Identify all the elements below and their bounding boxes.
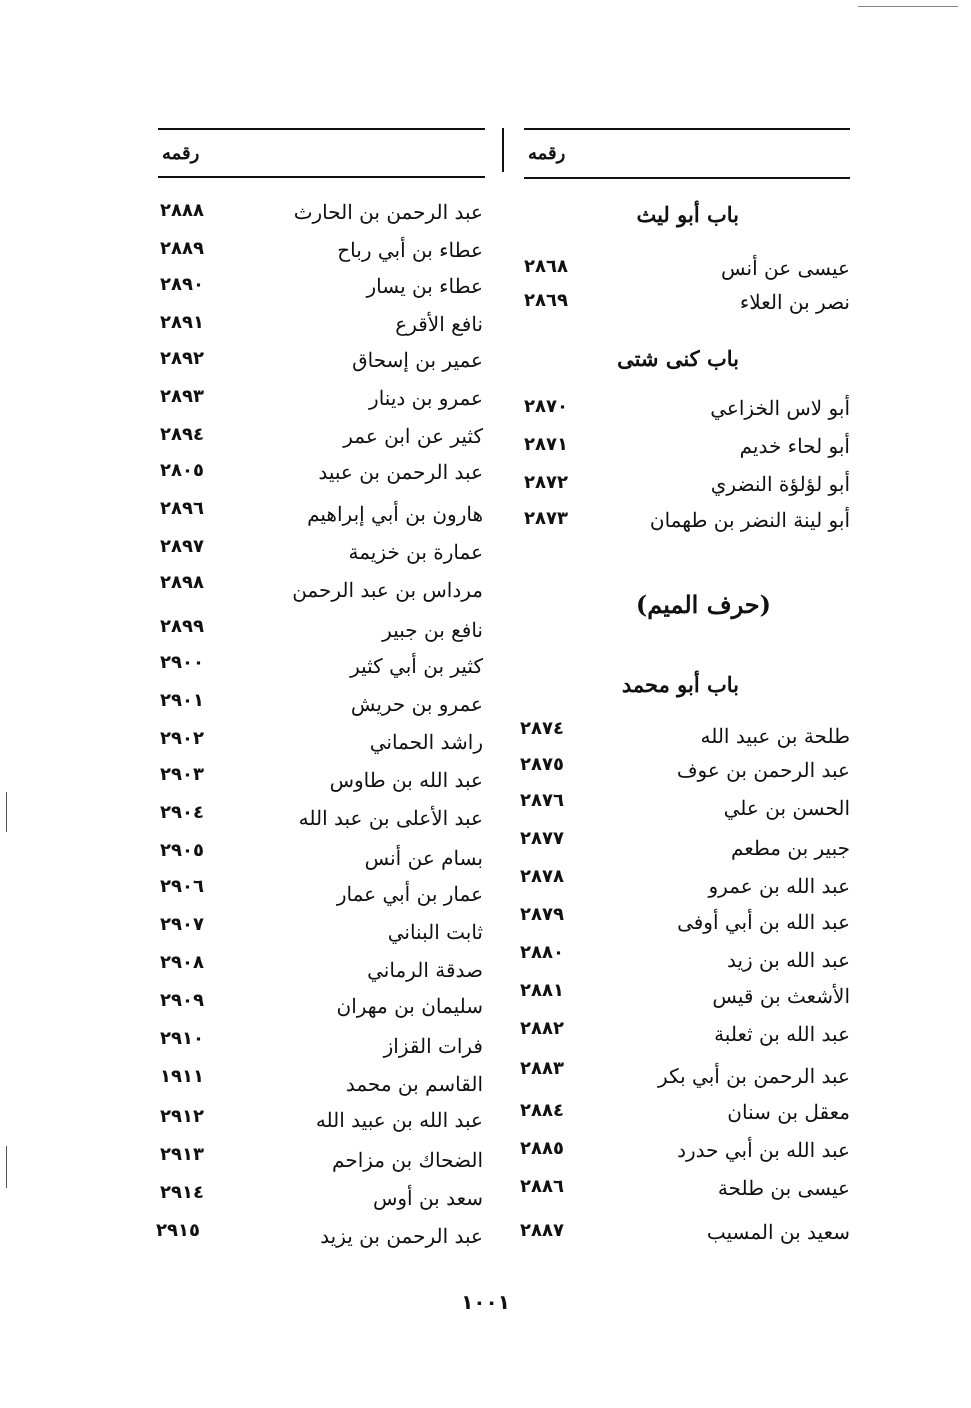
- index-entry: [520, 1058, 850, 1096]
- entry-number: ٢٨٨٣: [520, 1058, 564, 1079]
- entry-name: راشد الحماني: [369, 730, 483, 754]
- entry-number: ٢٨٨٤: [520, 1100, 564, 1121]
- entry-number: ٢٨٨٠: [520, 942, 564, 963]
- entry-number: ٢٨٧٤: [520, 718, 564, 739]
- entry-name: سعد بن أوس: [372, 1186, 483, 1210]
- entry-name: صدقة الرماني: [367, 958, 483, 982]
- entry-number: ٢٩١٢: [160, 1106, 204, 1127]
- entry-number: ٢٩٠٧: [160, 914, 204, 935]
- index-entry: [160, 690, 483, 728]
- entry-name: عمرو بن حريش: [350, 692, 483, 716]
- entry-name: سليمان بن مهران: [336, 994, 483, 1018]
- entry-name: ثابت البناني: [387, 920, 483, 944]
- entry-number: ٢٩٠١: [160, 690, 204, 711]
- index-entry: [160, 1028, 483, 1066]
- index-entry: [160, 498, 483, 536]
- entry-number: ٢٩١٠: [160, 1028, 204, 1049]
- entry-name: كثير بن أبي كثير: [350, 654, 483, 678]
- index-entry: [524, 396, 850, 434]
- entry-name: نافع الأقرع: [395, 312, 483, 336]
- index-entry: [160, 460, 483, 498]
- entry-number: ٢٨٨٢: [520, 1018, 564, 1039]
- entry-name: فرات القزاز: [383, 1034, 483, 1058]
- index-entry: [160, 312, 483, 350]
- letter-heading: (حرف الميم): [635, 590, 771, 619]
- entry-name: عبد الرحمن بن أبي بكر: [658, 1064, 850, 1088]
- entry-name: الضحاك بن مزاحم: [332, 1148, 483, 1172]
- left-column-top-rule: [158, 128, 485, 130]
- entry-number: ٢٨٧٦: [520, 790, 564, 811]
- entry-name: عبد الله بن زيد: [726, 948, 850, 972]
- index-entry: [160, 572, 483, 610]
- index-entry: [160, 914, 483, 952]
- entry-number: ٢٨٧٧: [520, 828, 564, 849]
- entry-name: جبير بن مطعم: [730, 836, 850, 860]
- entry-number: ٢٨٠٥: [160, 460, 204, 481]
- index-entry: [160, 386, 483, 424]
- index-entry: [524, 290, 850, 328]
- entry-name: القاسم بن محمد: [345, 1072, 483, 1096]
- index-entry: [520, 1176, 850, 1214]
- entry-name: مرداس بن عبد الرحمن: [292, 578, 483, 602]
- entry-name: كثير عن ابن عمر: [343, 424, 483, 448]
- entry-name: عمرو بن دينار: [369, 386, 483, 410]
- entry-name: عبد الرحمن بن الحارث: [293, 200, 483, 224]
- index-entry: [520, 1100, 850, 1138]
- index-entry: [520, 1138, 850, 1176]
- entry-name: طلحة بن عبيد الله: [700, 724, 850, 748]
- entry-number: ٢٨٩٨: [160, 572, 204, 593]
- index-entry: [520, 828, 850, 866]
- index-entry: [160, 1066, 483, 1104]
- index-entry: [160, 1144, 483, 1182]
- entry-number: ٢٨٧٢: [524, 472, 568, 493]
- index-entry: [160, 238, 483, 276]
- entry-number: ٢٨٧١: [524, 434, 568, 455]
- entry-number: ٢٨٩٠: [160, 274, 204, 295]
- entry-name: أبو لحاء خديم: [739, 434, 850, 458]
- entry-name: عمير بن إسحاق: [352, 348, 483, 372]
- entry-name: سعيد بن المسيب: [706, 1220, 850, 1244]
- entry-name: نافع بن جبير: [382, 618, 483, 642]
- entry-number: ٢٨٩٩: [160, 616, 204, 637]
- index-entry: [524, 256, 850, 294]
- entry-number: ٢٨٩٣: [160, 386, 204, 407]
- entry-name: عبد الله بن أبي أوفى: [677, 910, 850, 934]
- index-entry: [160, 876, 483, 914]
- entry-number: ٢٨٨٥: [520, 1138, 564, 1159]
- index-entry: [160, 990, 483, 1028]
- entry-number: ٢٩٠٨: [160, 952, 204, 973]
- index-entry: [524, 472, 850, 510]
- entry-name: عبد الرحمن بن يزيد: [320, 1224, 483, 1248]
- index-entry: [520, 904, 850, 942]
- index-entry: [160, 200, 483, 238]
- entry-name: عبد الأعلى بن عبد الله: [298, 806, 483, 830]
- index-entry: [160, 536, 483, 574]
- index-entry: [160, 764, 483, 802]
- entry-name: عبد الرحمن بن عوف: [676, 758, 850, 782]
- entry-number: ٢٨٩٧: [160, 536, 204, 557]
- entry-name: عبد الله بن أبي حدرد: [677, 1138, 850, 1162]
- entry-name: الحسن بن علي: [723, 796, 850, 820]
- entry-number: ٢٩٠٦: [160, 876, 204, 897]
- entry-name: عطاء بن يسار: [366, 274, 483, 298]
- index-entry: [520, 718, 850, 756]
- index-entry: [520, 1018, 850, 1056]
- index-entry: [160, 652, 483, 690]
- index-entry: [520, 1220, 850, 1258]
- margin-mark: [6, 1146, 7, 1188]
- entry-name: عمارة بن خزيمة: [348, 540, 483, 564]
- entry-number: ٢٨٩٤: [160, 424, 204, 445]
- left-column-title: رقمه: [162, 143, 200, 164]
- scan-edge-line: [858, 6, 958, 7]
- entry-name: عبد الرحمن بن عبيد: [318, 460, 483, 484]
- entry-number: ٢٨٩٢: [160, 348, 204, 369]
- entry-number: ٢٨٨١: [520, 980, 564, 1001]
- page-number: ١٠٠١: [461, 1290, 510, 1314]
- entry-number: ٢٩٠٢: [160, 728, 204, 749]
- entry-name: عيسى عن أنس: [721, 256, 850, 280]
- entry-number: ٢٩٠٥: [160, 840, 204, 861]
- entry-number: ٢٩٠٠: [160, 652, 204, 673]
- entry-number: ٢٨٨٩: [160, 238, 204, 259]
- entry-name: عبد الله بن طاوس: [329, 768, 483, 792]
- entry-name: أبو لؤلؤة النضري: [710, 472, 850, 496]
- entry-name: معقل بن سنان: [727, 1100, 850, 1124]
- entry-name: أبو لينة النضر بن طهمان: [649, 508, 850, 532]
- entry-name: نصر بن العلاء: [739, 290, 850, 314]
- index-entry: [160, 840, 483, 878]
- index-entry: [520, 866, 850, 904]
- entry-number: ٢٨٨٧: [520, 1220, 564, 1241]
- entry-name: بسام عن أنس: [364, 846, 483, 870]
- index-entry: [520, 980, 850, 1018]
- index-entry: [520, 790, 850, 828]
- index-entry: [160, 616, 483, 654]
- left-column-header-rule: [158, 176, 485, 178]
- index-entry: [520, 942, 850, 980]
- right-column-header-rule: [524, 177, 850, 179]
- entry-number: ٢٩١٣: [160, 1144, 204, 1165]
- index-entry: [160, 424, 483, 462]
- margin-mark: [6, 792, 7, 832]
- right-column-top-rule: [524, 128, 850, 130]
- index-entry: [520, 754, 850, 792]
- entry-number: ٢٨٧٣: [524, 508, 568, 529]
- index-entry: [524, 508, 850, 546]
- column-divider: [502, 128, 504, 172]
- index-entry: [524, 434, 850, 472]
- entry-number: ٢٩٠٤: [160, 802, 204, 823]
- entry-number: ٢٨٧٨: [520, 866, 564, 887]
- entry-number: ٢٨٧٥: [520, 754, 564, 775]
- entry-name: عبد الله بن عبيد الله: [315, 1108, 483, 1132]
- entry-name: الأشعث بن قيس: [712, 984, 850, 1008]
- entry-name: عمار بن أبي عمار: [336, 882, 483, 906]
- right-column-title: رقمه: [528, 143, 566, 164]
- section-heading: باب أبو ليث: [636, 202, 739, 227]
- entry-number: ٢٩٠٩: [160, 990, 204, 1011]
- section-heading: باب أبو محمد: [621, 672, 739, 697]
- entry-name: عبد الله بن عمرو: [708, 874, 850, 898]
- entry-number: ٢٩١٥: [156, 1220, 200, 1241]
- section-heading: باب كنى شتى: [617, 346, 739, 371]
- index-entry: [160, 952, 483, 990]
- index-entry: [160, 802, 483, 840]
- index-entry: [156, 1220, 483, 1258]
- entry-number: ٢٨٧٩: [520, 904, 564, 925]
- entry-number: ٢٨٨٨: [160, 200, 204, 221]
- entry-name: عطاء بن أبي رباح: [337, 238, 483, 262]
- index-entry: [160, 1182, 483, 1220]
- entry-number: ٢٨٨٦: [520, 1176, 564, 1197]
- entry-number: ٢٨٦٨: [524, 256, 568, 277]
- index-entry: [160, 348, 483, 386]
- entry-name: عبد الله بن ثعلبة: [714, 1022, 850, 1046]
- entry-number: ٢٩١٤: [160, 1182, 204, 1203]
- index-entry: [160, 728, 483, 766]
- entry-number: ١٩١١: [160, 1066, 204, 1087]
- entry-number: ٢٩٠٣: [160, 764, 204, 785]
- entry-name: أبو لاس الخزاعي: [710, 396, 850, 420]
- entry-number: ٢٨٩٦: [160, 498, 204, 519]
- index-entry: [160, 1106, 483, 1144]
- entry-number: ٢٨٩١: [160, 312, 204, 333]
- entry-number: ٢٨٧٠: [524, 396, 568, 417]
- index-entry: [160, 274, 483, 312]
- entry-name: هارون بن أبي إبراهيم: [307, 502, 483, 526]
- entry-number: ٢٨٦٩: [524, 290, 568, 311]
- entry-name: عيسى بن طلحة: [717, 1176, 850, 1200]
